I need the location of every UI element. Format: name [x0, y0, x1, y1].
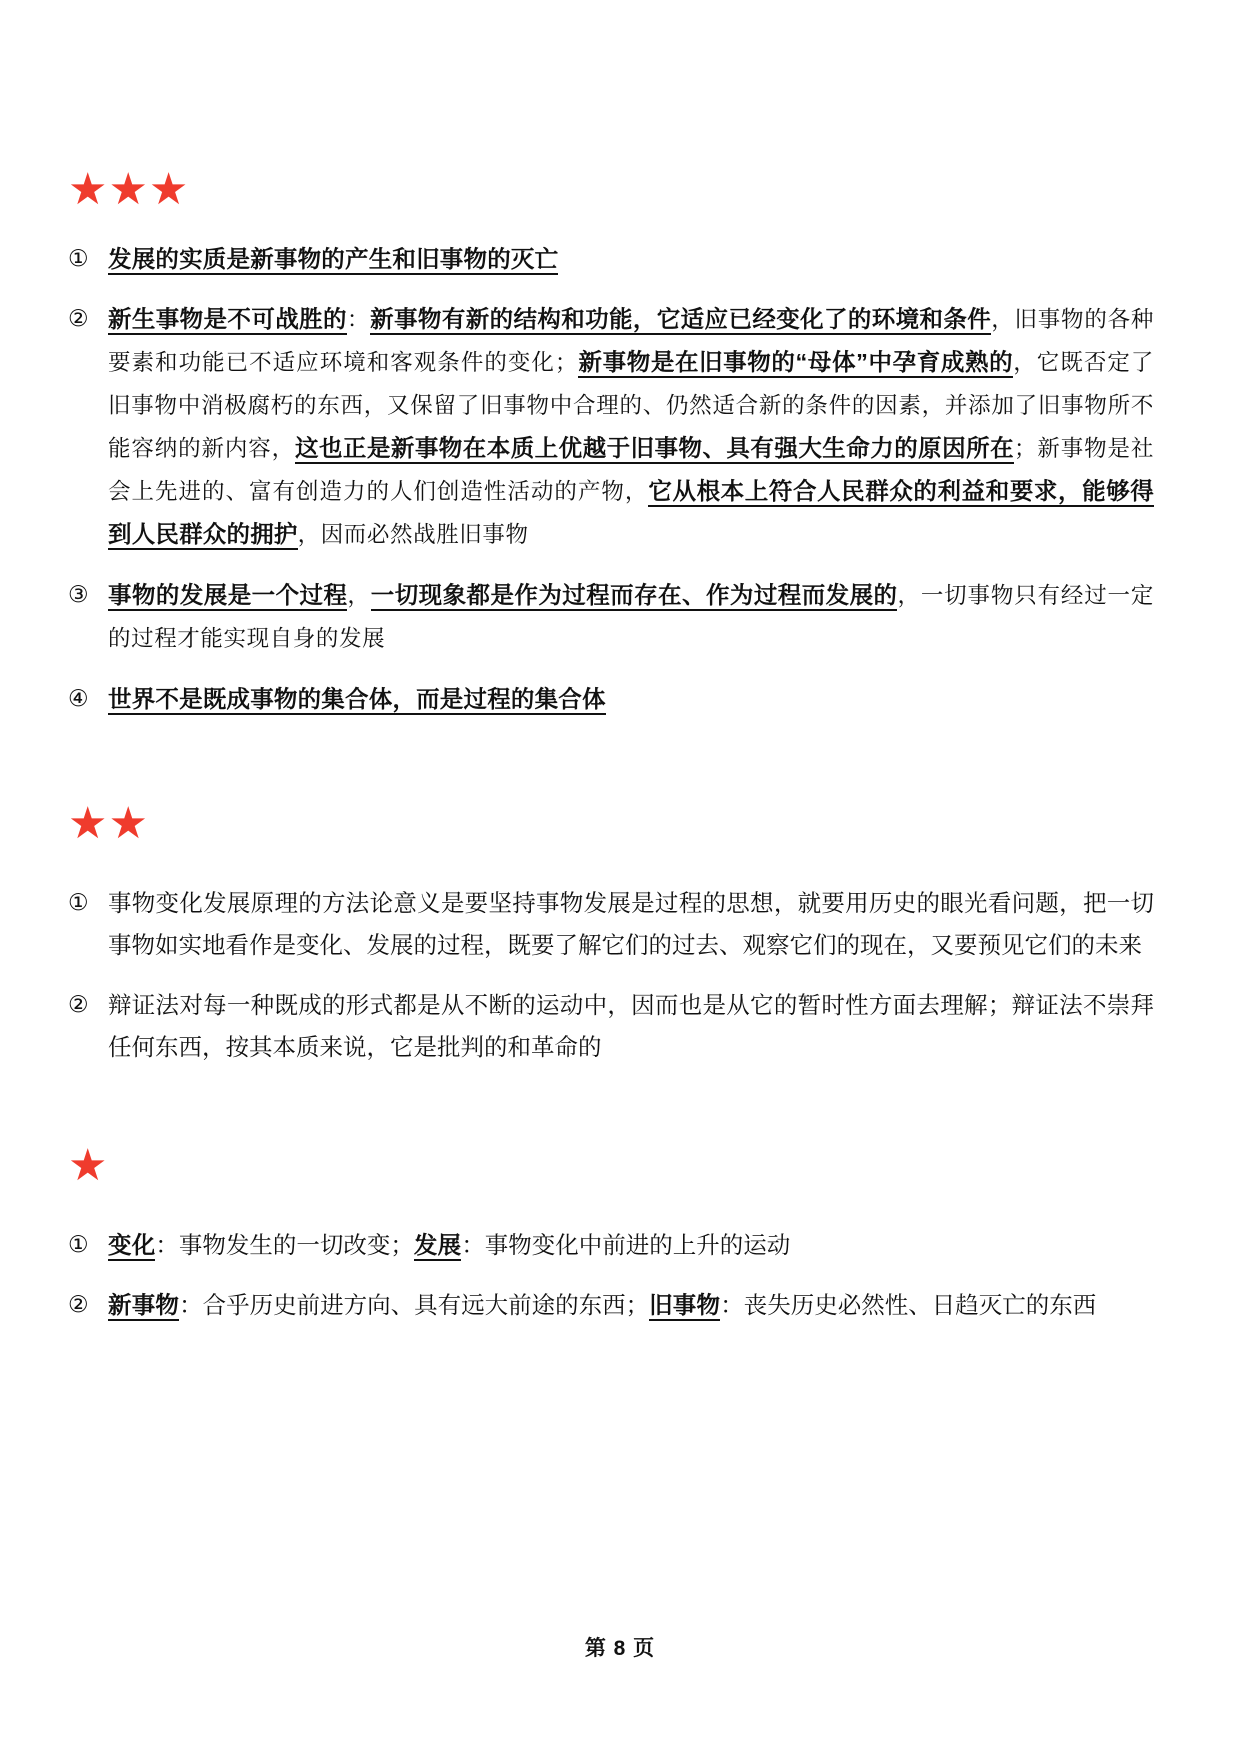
list-item-marker: ①: [68, 246, 89, 272]
plain-run: ，它既否定了旧事物中消极腐朽的东西，又保留了旧事物中合理的、仍然适合新的条件的因素，并添加了旧事物所不能容纳的新内容，: [108, 350, 1154, 461]
list-item-marker: ②: [68, 992, 89, 1018]
plain-run: 事物变化发展原理的方法论意义是要坚持事物发展是过程的思想，就要用历史的眼光看问题，把一切事物如实地看作是变化、发展的过程，既要了解它们的过去、观察它们的现在，又要预见它们的未来: [108, 890, 1154, 958]
emphasis-run: 这也正是新事物在本质上优越于旧事物、具有强大生命力的原因所在: [295, 435, 1014, 464]
plain-run: ；新事物是社会上先进的、富有创造力的人们创造性活动的产物，: [108, 436, 1154, 504]
list-item: [68, 1284, 1154, 1326]
plain-run: 辩证法对每一种既成的形式都是从不断的运动中，因而也是从它的暂时性方面去理解；辩证法不崇拜任何东西，按其本质来说，它是批判的和革命的: [108, 992, 1154, 1060]
plain-run: ：丧失历史必然性、日趋灭亡的东西: [720, 1292, 1097, 1318]
emphasis-run: 变化: [108, 1232, 155, 1261]
emphasis-run: 世界不是既成事物的集合体，而是过程的集合体: [108, 686, 606, 715]
list-item-body: [108, 882, 1154, 966]
rating-stars-one: ★: [68, 1140, 109, 1191]
emphasis-run: 旧事物: [649, 1292, 720, 1321]
plain-run: ：: [346, 307, 371, 332]
list-item-body: [108, 678, 1154, 720]
emphasis-run: 新事物: [108, 1292, 179, 1321]
section-spacer: [68, 738, 1154, 802]
rating-stars-three: ★★★: [68, 164, 190, 215]
list-item-body: [108, 984, 1154, 1068]
emphasis-run: 新生事物是不可战胜的: [108, 306, 347, 335]
list-item: [68, 574, 1154, 660]
list-item-body: [108, 574, 1154, 660]
list-item-marker: ②: [68, 1292, 89, 1318]
list-item-marker: ③: [68, 582, 89, 608]
list-item-body: [108, 1284, 1154, 1326]
list-item-body: [108, 238, 1154, 280]
list-item-marker: ④: [68, 686, 89, 712]
emphasis-run: 发展: [414, 1232, 461, 1261]
list-item-body: [108, 298, 1154, 556]
plain-run: ，旧事物的各种要素和功能已不适应环境和客观条件的变化；: [108, 307, 1155, 375]
plain-run: ，: [347, 583, 371, 608]
list-item: [68, 238, 1154, 280]
page-number-footer: 第 8 页: [584, 1637, 656, 1660]
plain-run: ：合乎历史前进方向、具有远大前途的东西；: [179, 1292, 650, 1318]
section-spacer: [68, 1086, 1154, 1144]
emphasis-run: 它从根本上符合人民群众的利益和要求，能够得到人民群众的拥护: [108, 478, 1154, 550]
emphasis-run: 新事物是在旧事物的“母体”中孕育成熟的: [578, 349, 1013, 378]
list-item: [68, 1224, 1154, 1266]
list-item-marker: ②: [68, 306, 89, 332]
list-item-marker: ①: [68, 1232, 89, 1258]
emphasis-run: 新事物有新的结构和功能，它适应已经变化了的环境和条件: [370, 306, 991, 335]
list-item-body: [108, 1224, 1154, 1266]
list-item-marker: ①: [68, 890, 89, 916]
list-item: [68, 984, 1154, 1068]
plain-run: ，一切事物只有经过一定的过程才能实现自身的发展: [108, 583, 1154, 651]
list-item: [68, 678, 1154, 720]
emphasis-run: 事物的发展是一个过程: [108, 582, 347, 611]
list-item: [68, 298, 1154, 556]
plain-run: ：事物发生的一切改变；: [155, 1232, 414, 1258]
emphasis-run: 发展的实质是新事物的产生和旧事物的灭亡: [108, 246, 558, 275]
list-item: [68, 882, 1154, 966]
plain-run: ，因而必然战胜旧事物: [297, 522, 529, 547]
rating-stars-two: ★★: [68, 798, 149, 849]
plain-run: ：事物变化中前进的上升的运动: [461, 1232, 791, 1258]
emphasis-run: 一切现象都是作为过程而存在、作为过程而发展的: [371, 582, 898, 611]
